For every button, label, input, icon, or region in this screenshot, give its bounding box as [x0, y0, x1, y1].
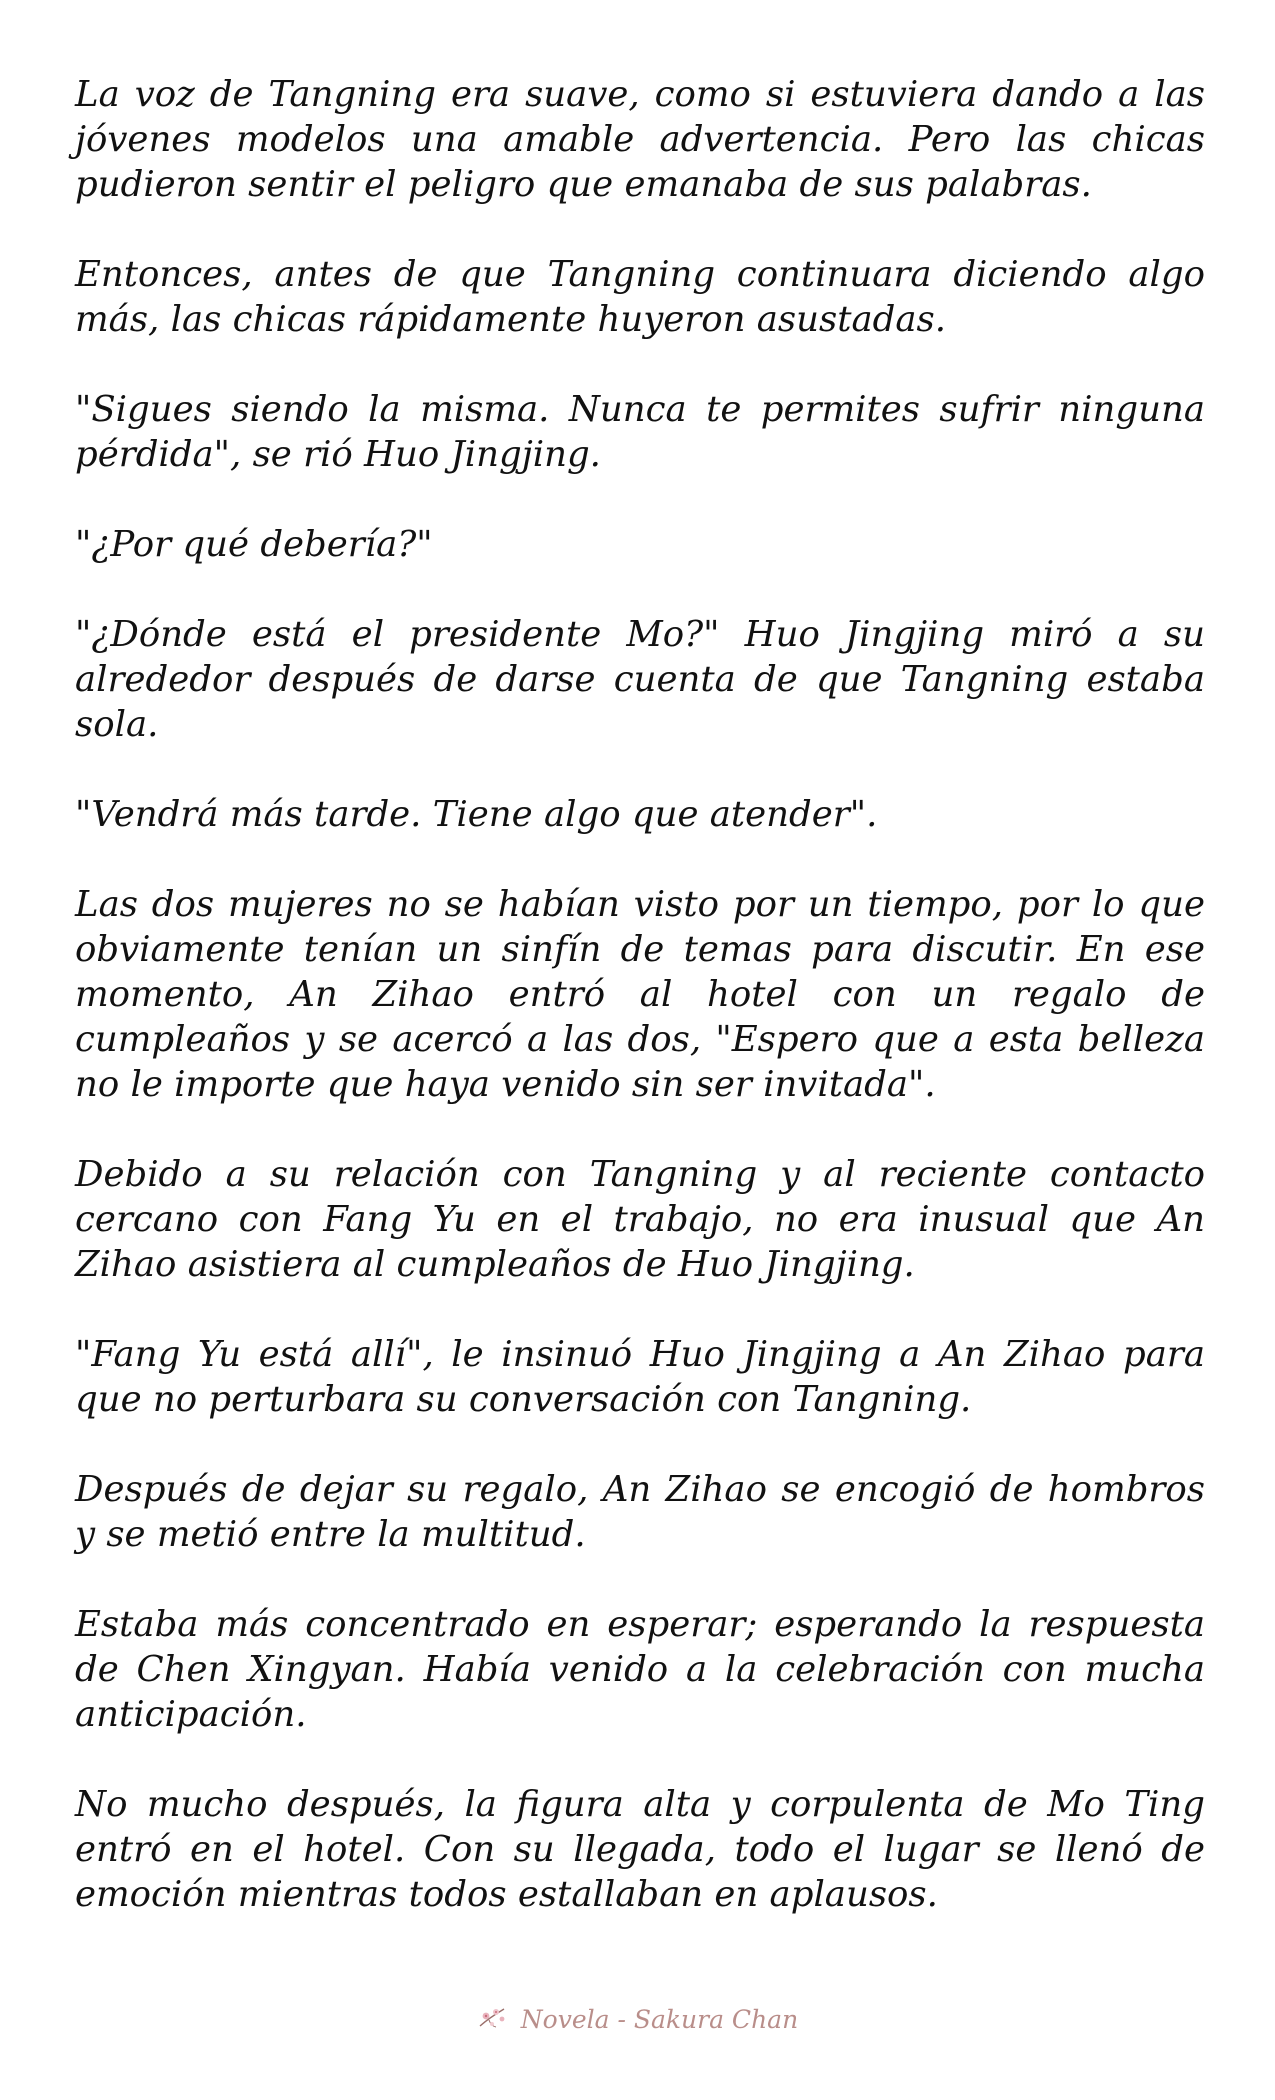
paragraph: No mucho después, la figura alta y corpulenta de Mo Ting entró en el hotel. Con su llegada, todo el lugar se llenó de emoción mientras todos estallaban en aplausos. [75, 1784, 1205, 1915]
paragraph: "Vendrá más tarde. Tiene algo que atender". [75, 794, 878, 835]
paragraph: "¿Por qué debería?" [75, 524, 433, 565]
sakura-blossom-icon [477, 2004, 507, 2036]
document-body [75, 72, 1205, 1917]
paragraph: "¿Dónde está el presidente Mo?" Huo Jingjing miró a su alrededor después de darse cuenta de que Tangning estaba sola. [75, 614, 1205, 745]
paragraph: Entonces, antes de que Tangning continuara diciendo algo más, las chicas rápidamente huyeron asustadas. [75, 254, 1205, 340]
paragraph: "Fang Yu está allí", le insinuó Huo Jingjing a An Zihao para que no perturbara su conversación con Tangning. [75, 1334, 1205, 1420]
paragraph: Después de dejar su regalo, An Zihao se encogió de hombros y se metió entre la multitud. [75, 1469, 1205, 1555]
paragraph: La voz de Tangning era suave, como si estuviera dando a las jóvenes modelos una amable advertencia. Pero las chicas pudieron sentir el peligro que emanaba de sus palabras. [75, 74, 1205, 205]
paragraph: Debido a su relación con Tangning y al reciente contacto cercano con Fang Yu en el trabajo, no era inusual que An Zihao asistiera al cumpleaños de Huo Jingjing. [75, 1154, 1205, 1285]
footer-label: Novela - Sakura Chan [520, 2005, 799, 2034]
paragraph: "Sigues siendo la misma. Nunca te permites sufrir ninguna pérdida", se rió Huo Jingjing. [75, 389, 1205, 475]
footer-watermark [0, 2003, 1275, 2036]
paragraph: Las dos mujeres no se habían visto por un tiempo, por lo que obviamente tenían un sinfín de temas para discutir. En ese momento, An Zihao entró al hotel con un regalo de cumpleaños y se acercó a las dos, "Espero que a esta belleza no le importe que haya venido sin ser invitada". [75, 884, 1205, 1105]
paragraph: Estaba más concentrado en esperar; esperando la respuesta de Chen Xingyan. Había venido a la celebración con mucha anticipación. [75, 1604, 1205, 1735]
